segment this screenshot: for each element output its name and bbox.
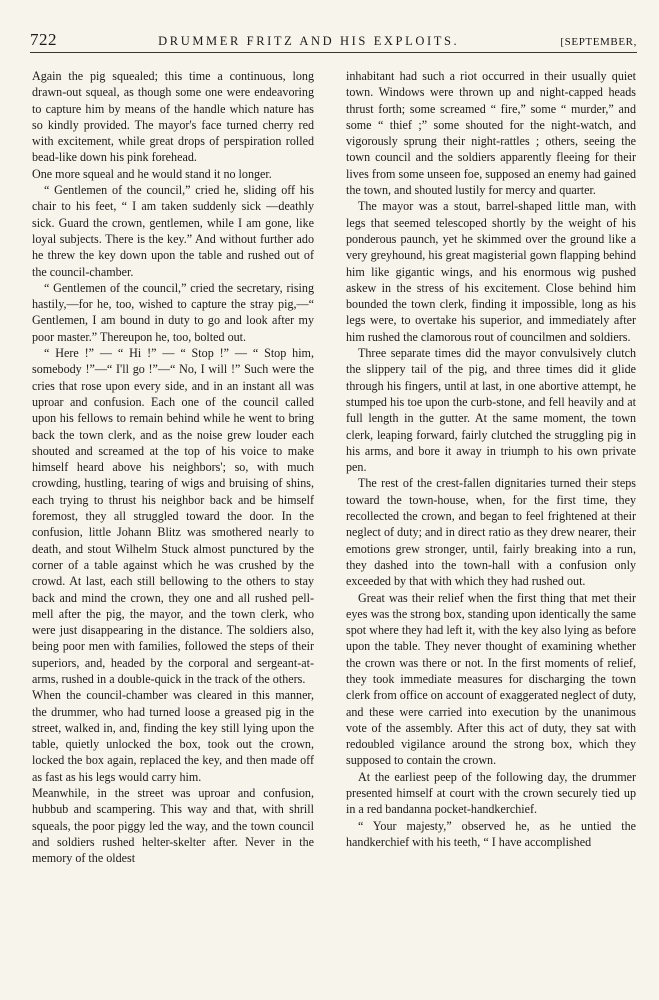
issue-month: [SEPTEMBER, [560,36,637,48]
paragraph: When the council-chamber was cleared in this manner, the drummer, who had turned loose a greased pig in the street, walked in, and, finding the key still lying upon the table, quietly unlocked the box, took out the crown, locked the box again, replaced the key, and then made off as fast as his legs would carry him. [32,688,314,784]
right-column [346,68,636,850]
paragraph: The mayor was a stout, barrel-shaped little man, with legs that seemed telescoped shortly by the weight of his ponderous paunch, yet he skimmed over the ground like a very greyhound, his great magisterial gown flapping behind him like gigantic wings, and his enormous wig pushed askew in the stress of his excitement. Close behind him bounded the town clerk, finding it impossible, long as his legs were, to overtake his superior, and immediately after him rushed the clamorous rout of councilmen and soldiers. [346,199,636,344]
running-title: DRUMMER FRITZ AND HIS EXPLOITS. [158,34,460,48]
running-header [30,30,637,53]
paragraph: “ Here !” — “ Hi !” — “ Stop !” — “ Stop him, somebody !”—“ I'll go !”—“ No, I will !” Such were the cries that rose upon every side, and in an instant all was uproar and confusion. Each one of the council called upon his fellows to remain behind while he went to bring back the town clerk, and as the noise grew louder each shouted and screamed at the top of his voice to make himself heard above his neighbors'; so, with much crowding, hustling, tearing of wigs and bruising of shins, each trying to thrust his neighbor back and be himself foremost, they all struggled toward the door. In the confusion, little Johann Blitz was smothered nearly to death, and stout Wilhelm Stuck almost punctured by the corner of a table against which he was crushed by the crowd. At last, each still bellowing to the others to stay back and mind the crown, they one and all rushed pell-mell after the pig, the mayor, and the town clerk, who were just disappearing in the distance. The soldiers also, being poor men with families, followed the steps of their superiors, and, headed by the corporal and sergeant-at-arms, rushed in a double-quick in the track of the others. [32,346,314,686]
paragraph: Meanwhile, in the street was uproar and confusion, hubbub and scampering. This way and that, with shrill squeals, the poor piggy led the way, and the town council and soldiers rushed helter-skelter after. Never in the memory of the oldest [32,786,314,866]
left-column [32,68,314,867]
paragraph: At the earliest peep of the following day, the drummer presented himself at court with the crown securely tied up in a red bandanna pocket-handkerchief. [346,769,636,817]
paragraph: “ Your majesty,” observed he, as he untied the handkerchief with his teeth, “ I have accomplished [346,818,636,849]
paragraph: One more squeal and he would stand it no longer. [32,166,272,181]
paragraph: “ Gentlemen of the council,” cried he, sliding off his chair to his feet, “ I am taken suddenly sick —deathly sick. Guard the crown, gentlemen, while I am gone, like loyal subjects. There is the key.” And without further ado he threw the key down upon the table and rushed out of the council-chamber. [32,183,314,279]
paragraph: Again the pig squealed; this time a continuous, long drawn-out squeal, as though some one were endeavoring to capture him by means of the handle which nature has so kindly provided. The mayor's face turned cherry red with excitement, while great drops of perspiration rolled bead-like down his pink forehead. [32,69,314,165]
paragraph: inhabitant had such a riot occurred in their usually quiet town. Windows were thrown up and night-capped heads thrust forth; some screamed “ fire,” some “ murder,” and some “ thief ;” some shouted for the night-watch, and vigorously sprung their night-rattles ; others, seeing the town council and the soldiers apparently fleeing for their lives from some unseen foe, supposed an enemy had gained the town, and shouted lustily for mercy and quarter. [346,69,636,198]
paragraph: “ Gentlemen of the council,” cried the secretary, rising hastily,—for he, too, wished to capture the stray pig,—“ Gentlemen, I am bound in duty to go and look after my poor master.” Thereupon he, too, bolted out. [32,280,314,344]
paragraph: Great was their relief when the first thing that met their eyes was the strong box, standing upon identically the same spot where they had left it, with the key also lying as before upon the table. They never thought of examining whether the crown was there or not. In the first moments of relief, they took immediate measures for discharging the town clerk from office on account of exaggerated neglect of duty, and these were carried into execution by the unanimous vote of the assembly. After this act of duty, they sat with redoubled vigilance around the strong box, which they supposed to contain the crown. [346,590,636,768]
paragraph: Three separate times did the mayor convulsively clutch the slippery tail of the pig, and three times did it glide through his fingers, until at last, in one abortive attempt, he stumped his toe upon the curb-stone, and fell heavily and at full length in the gutter. At the same moment, the town clerk, leaping forward, fairly clutched the struggling pig in his arms, and bore it away in triumph to his own private pen. [346,346,636,475]
page-number: 722 [30,30,57,49]
paragraph: The rest of the crest-fallen dignitaries turned their steps toward the town-house, when, for the first time, they recollected the crown, and began to feel frightened at their neglect of duty; and in direct ratio as they drew nearer, their emotions grew stronger, until, fairly breaking into a run, they dashed into the town-hall with a confusion only exceeded by that with which they had rushed out. [346,476,636,589]
